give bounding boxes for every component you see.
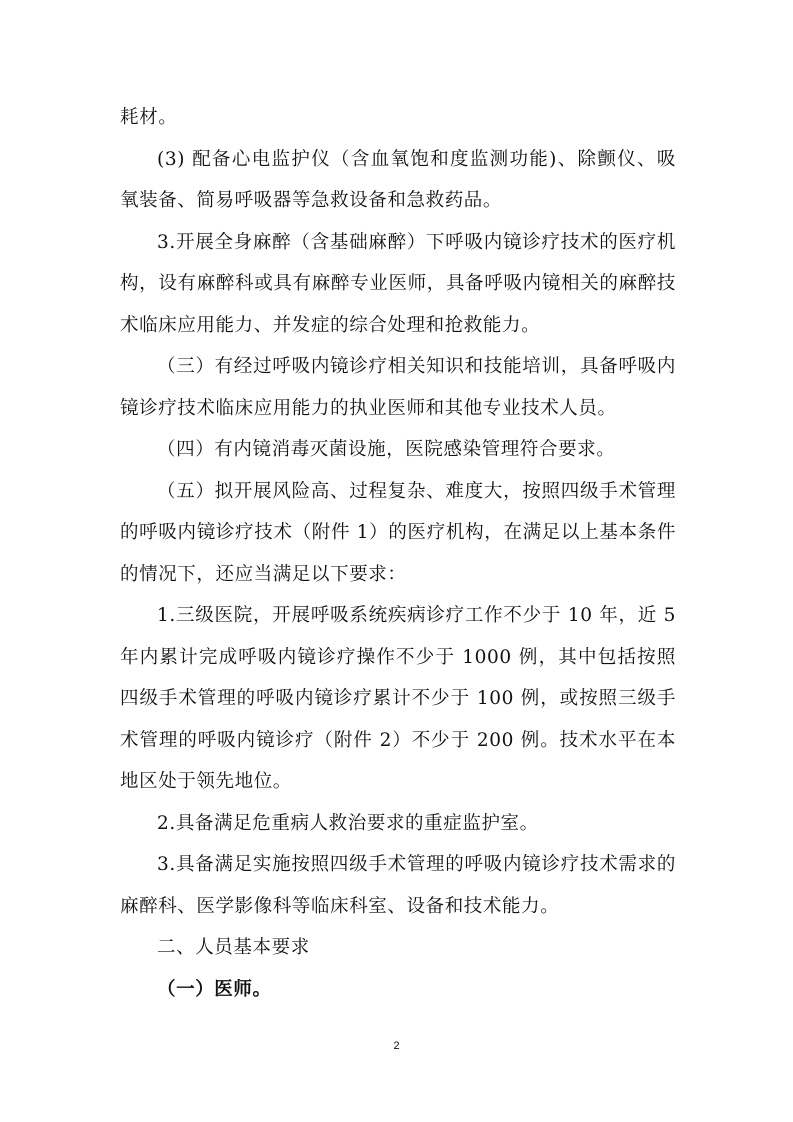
paragraph-trained-personnel: （三）有经过呼吸内镜诊疗相关知识和技能培训，具备呼吸内镜诊疗技术临床应用能力的执业医师和其他专业技术人员。: [120, 356, 676, 419]
paragraph-tertiary-hospital: 1.三级医院，开展呼吸系统疾病诊疗工作不少于 10 年，近 5 年内累计完成呼吸内镜诊疗操作不少于 1000 例，其中包括按照四级手术管理的呼吸内镜诊疗累计不少于 100 例，或按照三级手术管理的呼吸内镜诊疗（附件 2）不少于 200 例。技术水平在本地区处于领先地位。: [120, 605, 676, 792]
subsection-heading-physicians: （一）医师。: [157, 978, 272, 1000]
paragraph-materials-end: 耗材。: [120, 107, 178, 128]
paragraph-monitoring-equipment: (3) 配备心电监护仪（含血氧饱和度监测功能)、除颤仪、吸氧装备、简易呼吸器等急救设备和急救药品。: [120, 148, 676, 211]
paragraph-anesthesia-requirements: 3.开展全身麻醉（含基础麻醉）下呼吸内镜诊疗技术的医疗机构，设有麻醉科或具有麻醉专业医师，具备呼吸内镜相关的麻醉技术临床应用能力、并发症的综合处理和抢救能力。: [120, 231, 676, 336]
paragraph-departments-equipment: 3.具备满足实施按照四级手术管理的呼吸内镜诊疗技术需求的麻醉科、医学影像科等临床科室、设备和技术能力。: [120, 854, 676, 917]
section-heading-personnel: 二、人员基本要求: [157, 937, 310, 958]
paragraph-icu: 2.具备满足危重病人救治要求的重症监护室。: [157, 812, 539, 834]
paragraph-level-four-conditions: （五）拟开展风险高、过程复杂、难度大，按照四级手术管理的呼吸内镜诊疗技术（附件 1）的医疗机构，在满足以上基本条件的情况下，还应当满足以下要求：: [120, 480, 676, 585]
body-text: [120, 97, 676, 1010]
page-number: 2: [393, 1040, 400, 1052]
paragraph-disinfection: （四）有内镜消毒灭菌设施，医院感染管理符合要求。: [157, 439, 616, 460]
